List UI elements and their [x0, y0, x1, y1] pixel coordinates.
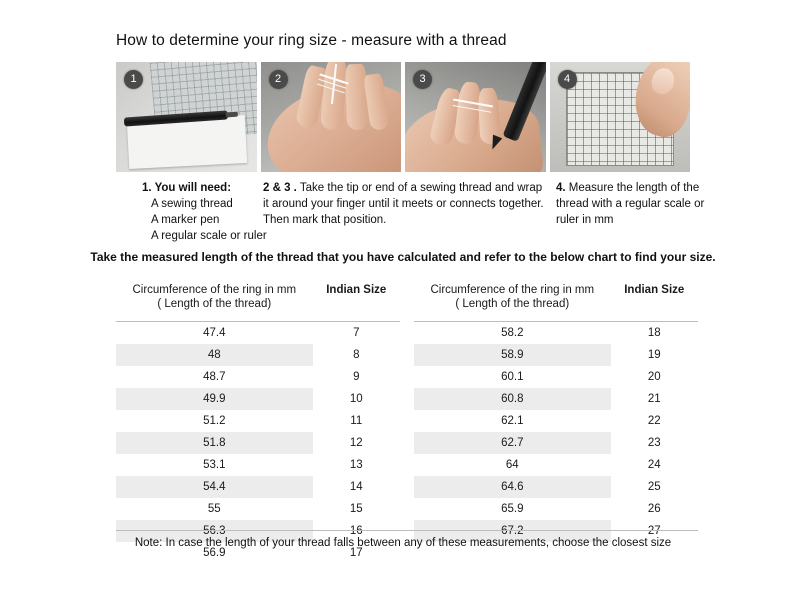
photo-badge-1: 1 — [124, 70, 143, 89]
cell-circumference: 65.9 — [501, 503, 524, 515]
photo-strip — [116, 62, 690, 172]
photo-badge-2: 2 — [269, 70, 288, 89]
table-row — [414, 476, 698, 498]
marking-thread-with-pen-photo — [405, 62, 546, 172]
cell-circumference: 49.9 — [116, 388, 313, 410]
cell-circumference: 62.7 — [414, 432, 611, 454]
step-1-item-1: A marker pen — [151, 214, 220, 226]
cell-size: 18 — [647, 327, 661, 339]
cell-circumference: 55 — [207, 503, 221, 515]
size-chart-tables — [116, 275, 698, 564]
size-table-right-body — [414, 322, 698, 565]
step-4-label: 4. — [556, 182, 566, 194]
measuring-thread-on-scale-photo — [550, 62, 691, 172]
photo-badge-3: 3 — [413, 70, 432, 89]
cell-size: 10 — [349, 393, 363, 405]
cell-size: 27 — [647, 525, 661, 537]
page-title: How to determine your ring size - measure with a thread — [116, 32, 507, 49]
table-row — [116, 498, 400, 520]
cell-circumference: 51.2 — [203, 415, 226, 427]
marker-pen-and-paper-photo — [116, 62, 257, 172]
cell-size: 15 — [349, 503, 363, 515]
table-row — [414, 322, 698, 345]
step-2-3-label: 2 & 3 . — [263, 182, 297, 194]
cell-size: 20 — [647, 371, 661, 383]
table-row — [116, 410, 400, 432]
cell-size: 21 — [647, 393, 661, 405]
cell-size: 16 — [349, 525, 363, 537]
cell-circumference: 58.9 — [414, 344, 611, 366]
cell-circumference: 47.4 — [203, 327, 226, 339]
finger-shape — [344, 64, 367, 131]
header-indian-size: Indian Size — [611, 275, 698, 322]
cell-size: 7 — [353, 327, 360, 339]
cell-size: 23 — [647, 437, 661, 449]
cell-circumference: 58.2 — [501, 327, 524, 339]
size-table-right — [414, 275, 698, 564]
size-table-left-body — [116, 322, 400, 565]
step-2-3-text: Take the tip or end of a sewing thread and wrap it around your finger until it meets or connects together. Then mark that position. — [263, 182, 544, 226]
table-bottom-divider — [116, 530, 698, 531]
cell-size: 17 — [349, 547, 363, 559]
table-row — [116, 366, 400, 388]
cell-circumference: 56.3 — [116, 520, 313, 542]
chart-instruction: Take the measured length of the thread that you have calculated and refer to the below chart to find your size. — [90, 250, 716, 264]
cell-circumference: 67.2 — [414, 520, 611, 542]
cell-size: 25 — [647, 481, 661, 493]
table-row — [116, 344, 400, 366]
table-header-row — [116, 275, 400, 322]
cell-size: 13 — [349, 459, 363, 471]
cell-size: 26 — [647, 503, 661, 515]
cell-circumference: 60.1 — [501, 371, 524, 383]
cell-circumference: 51.8 — [116, 432, 313, 454]
table-row — [116, 388, 400, 410]
cell-circumference: 54.4 — [116, 476, 313, 498]
cell-size: 8 — [353, 349, 360, 361]
table-row — [414, 410, 698, 432]
table-row — [414, 344, 698, 366]
header-circumference-line2: ( Length of the thread) — [455, 298, 570, 310]
cell-circumference: 64.6 — [414, 476, 611, 498]
cell-circumference: 48 — [116, 344, 313, 366]
cell-size: 22 — [647, 415, 661, 427]
header-circumference-line1: Circumference of the ring in mm — [430, 284, 595, 296]
cell-size: 12 — [349, 437, 363, 449]
table-row — [414, 454, 698, 476]
chart-note: Note: In case the length of your thread falls between any of these measurements, choose the closest size — [134, 537, 672, 549]
cell-circumference: 60.8 — [414, 388, 611, 410]
header-circumference — [414, 275, 611, 322]
cell-circumference: 64 — [505, 459, 519, 471]
cell-circumference: 62.1 — [501, 415, 524, 427]
step-1-heading: 1. You will need: — [142, 182, 232, 194]
cell-circumference: 56.9 — [203, 547, 226, 559]
cell-size: 19 — [647, 349, 661, 361]
thread-around-finger-photo — [261, 62, 402, 172]
cell-size: 24 — [647, 459, 661, 471]
step-1-item-0: A sewing thread — [151, 198, 233, 210]
header-indian-size: Indian Size — [313, 275, 400, 322]
step-4 — [556, 180, 716, 228]
table-row — [116, 454, 400, 476]
table-row — [116, 476, 400, 498]
size-table-left — [116, 275, 400, 564]
cell-size: 14 — [349, 481, 363, 493]
table-row — [116, 432, 400, 454]
cell-circumference: 48.7 — [203, 371, 226, 383]
table-row — [116, 322, 400, 345]
cell-size: 9 — [353, 371, 360, 383]
table-row — [414, 366, 698, 388]
table-row — [414, 432, 698, 454]
table-header-row — [414, 275, 698, 322]
cell-circumference: 53.1 — [203, 459, 226, 471]
step-4-text: Measure the length of the thread with a regular scale or ruler in mm — [556, 182, 705, 226]
header-circumference-line2: ( Length of the thread) — [157, 298, 272, 310]
step-1-item-2: A regular scale or ruler — [151, 230, 267, 242]
photo-badge-4: 4 — [558, 70, 577, 89]
table-row — [414, 498, 698, 520]
header-circumference-line1: Circumference of the ring in mm — [132, 284, 297, 296]
header-circumference — [116, 275, 313, 322]
table-row — [414, 388, 698, 410]
step-2-and-3 — [263, 180, 551, 228]
cell-size: 11 — [350, 415, 363, 427]
